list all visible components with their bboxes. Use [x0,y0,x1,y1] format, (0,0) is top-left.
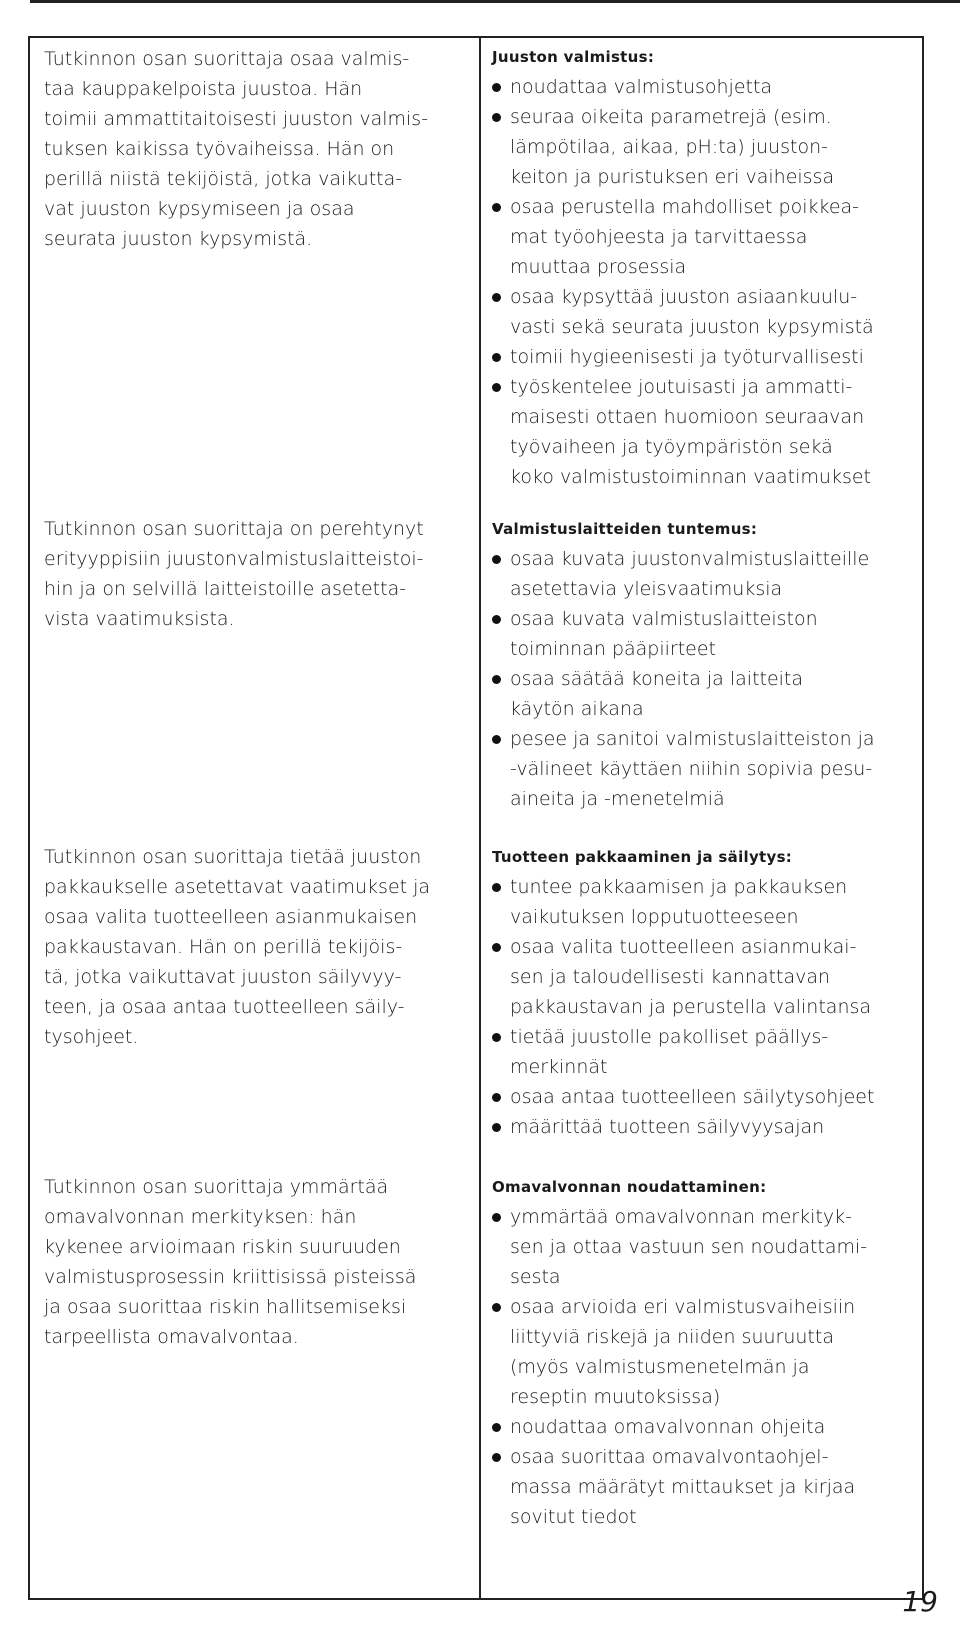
list-item: tietää juustolle pakolliset päällys- merkinnät [492,1022,922,1082]
row-3-heading: Tuotteen pakkaaminen ja säilytys: [492,848,793,866]
bullet-icon [492,943,501,952]
row-2-heading: Valmistuslaitteiden tuntemus: [492,520,758,538]
bullet-icon [492,883,501,892]
row-4-heading: Omavalvonnan noudattaminen: [492,1178,767,1196]
row-3-criteria [492,846,922,1142]
bullet-icon [492,1423,501,1432]
row-2-description: Tutkinnon osan suorittaja on perehtynyt erityyppisiin juustonvalmistuslaitteistoi- hin ja on selvillä laitteistoille asetetta- vista vaatimuksista. [44,518,424,630]
bullet-icon [492,1453,501,1462]
row-2-bullet-list [492,544,922,814]
list-item: osaa arvioida eri valmistusvaiheisiin liittyviä riskejä ja niiden suuruutta (myös valmistusmenetelmän ja reseptin muutoksissa) [492,1292,922,1412]
bullet-icon [492,203,501,212]
bullet-icon [492,555,501,564]
row-1-criteria [492,46,922,492]
list-item: työskentelee joutuisasti ja ammatti- maisesti ottaen huomioon seuraavan työvaiheen ja työympäristön sekä koko valmistustoiminnan vaatimukset [492,372,922,492]
list-item: tuntee pakkaamisen ja pakkauksen vaikutuksen lopputuotteeseen [492,872,922,932]
bullet-icon [492,83,501,92]
list-item: toimii hygieenisesti ja työturvallisesti [492,342,922,372]
row-4-description: Tutkinnon osan suorittaja ymmärtää omavalvonnan merkityksen: hän kykenee arvioimaan riskin suuruuden valmistusprosessin kriittisissä pisteissä ja osaa suorittaa riskin hallitsemiseksi tarpeellista omavalvontaa. [44,1176,417,1348]
list-item: määrittää tuotteen säilyvyysajan [492,1112,922,1142]
page-number: 19 [902,1585,938,1618]
bullet-icon [492,735,501,744]
list-item: noudattaa omavalvonnan ohjeita [492,1412,922,1442]
bullet-icon [492,615,501,624]
bullet-icon [492,293,501,302]
bullet-icon [492,1303,501,1312]
list-item: osaa valita tuotteelleen asianmukai- sen ja taloudellisesti kannattavan pakkaustavan ja perustella valintansa [492,932,922,1022]
list-item: noudattaa valmistusohjetta [492,72,922,102]
list-item: osaa kypsyttää juuston asiaankuulu- vasti sekä seurata juuston kypsymistä [492,282,922,342]
bullet-icon [492,675,501,684]
row-1-description: Tutkinnon osan suorittaja osaa valmis- taa kauppakelpoista juustoa. Hän toimii ammattitaitoisesti juuston valmis- tuksen kaikissa työvaiheissa. Hän on perillä niistä tekijöistä, jotka vaikutta- vat juuston kypsymiseen ja osaa seurata juuston kypsymistä. [44,48,429,250]
bullet-icon [492,1033,501,1042]
list-item: osaa säätää koneita ja laitteita käytön aikana [492,664,922,724]
list-item: pesee ja sanitoi valmistuslaitteiston ja -välineet käyttäen niihin sopivia pesu- aineita ja -menetelmiä [492,724,922,814]
row-4-bullet-list [492,1202,922,1532]
bullet-icon [492,113,501,122]
row-3-description: Tutkinnon osan suorittaja tietää juuston pakkaukselle asetettavat vaatimukset ja osaa valita tuotteelleen asianmukaisen pakkaustavan. Hän on perillä tekijöis- tä, jotka vaikuttavat juuston säilyvyy- teen, ja osaa antaa tuotteelleen säily- tysohjeet. [44,846,431,1048]
row-4-criteria [492,1176,922,1532]
list-item: osaa antaa tuotteelleen säilytysohjeet [492,1082,922,1112]
list-item: seuraa oikeita parametrejä (esim. lämpötilaa, aikaa, pH:ta) juuston- keiton ja puristuksen eri vaiheissa [492,102,922,192]
bullet-icon [492,1213,501,1222]
competence-table [28,36,924,1600]
row-2-criteria [492,518,922,814]
column-divider [479,38,481,1598]
bullet-icon [492,1093,501,1102]
list-item: osaa kuvata valmistuslaitteiston toiminnan pääpiirteet [492,604,922,664]
bullet-icon [492,383,501,392]
row-3-bullet-list [492,872,922,1142]
row-1-heading: Juuston valmistus: [492,48,655,66]
list-item: osaa suorittaa omavalvontaohjel- massa määrätyt mittaukset ja kirjaa sovitut tiedot [492,1442,922,1532]
bullet-icon [492,1123,501,1132]
list-item: osaa kuvata juustonvalmistuslaitteille asetettavia yleisvaatimuksia [492,544,922,604]
row-1-bullet-list [492,72,922,492]
list-item: ymmärtää omavalvonnan merkityk- sen ja ottaa vastuun sen noudattami- sesta [492,1202,922,1292]
bullet-icon [492,353,501,362]
top-rule [30,0,960,3]
list-item: osaa perustella mahdolliset poikkea- mat työohjeesta ja tarvittaessa muuttaa prosessia [492,192,922,282]
